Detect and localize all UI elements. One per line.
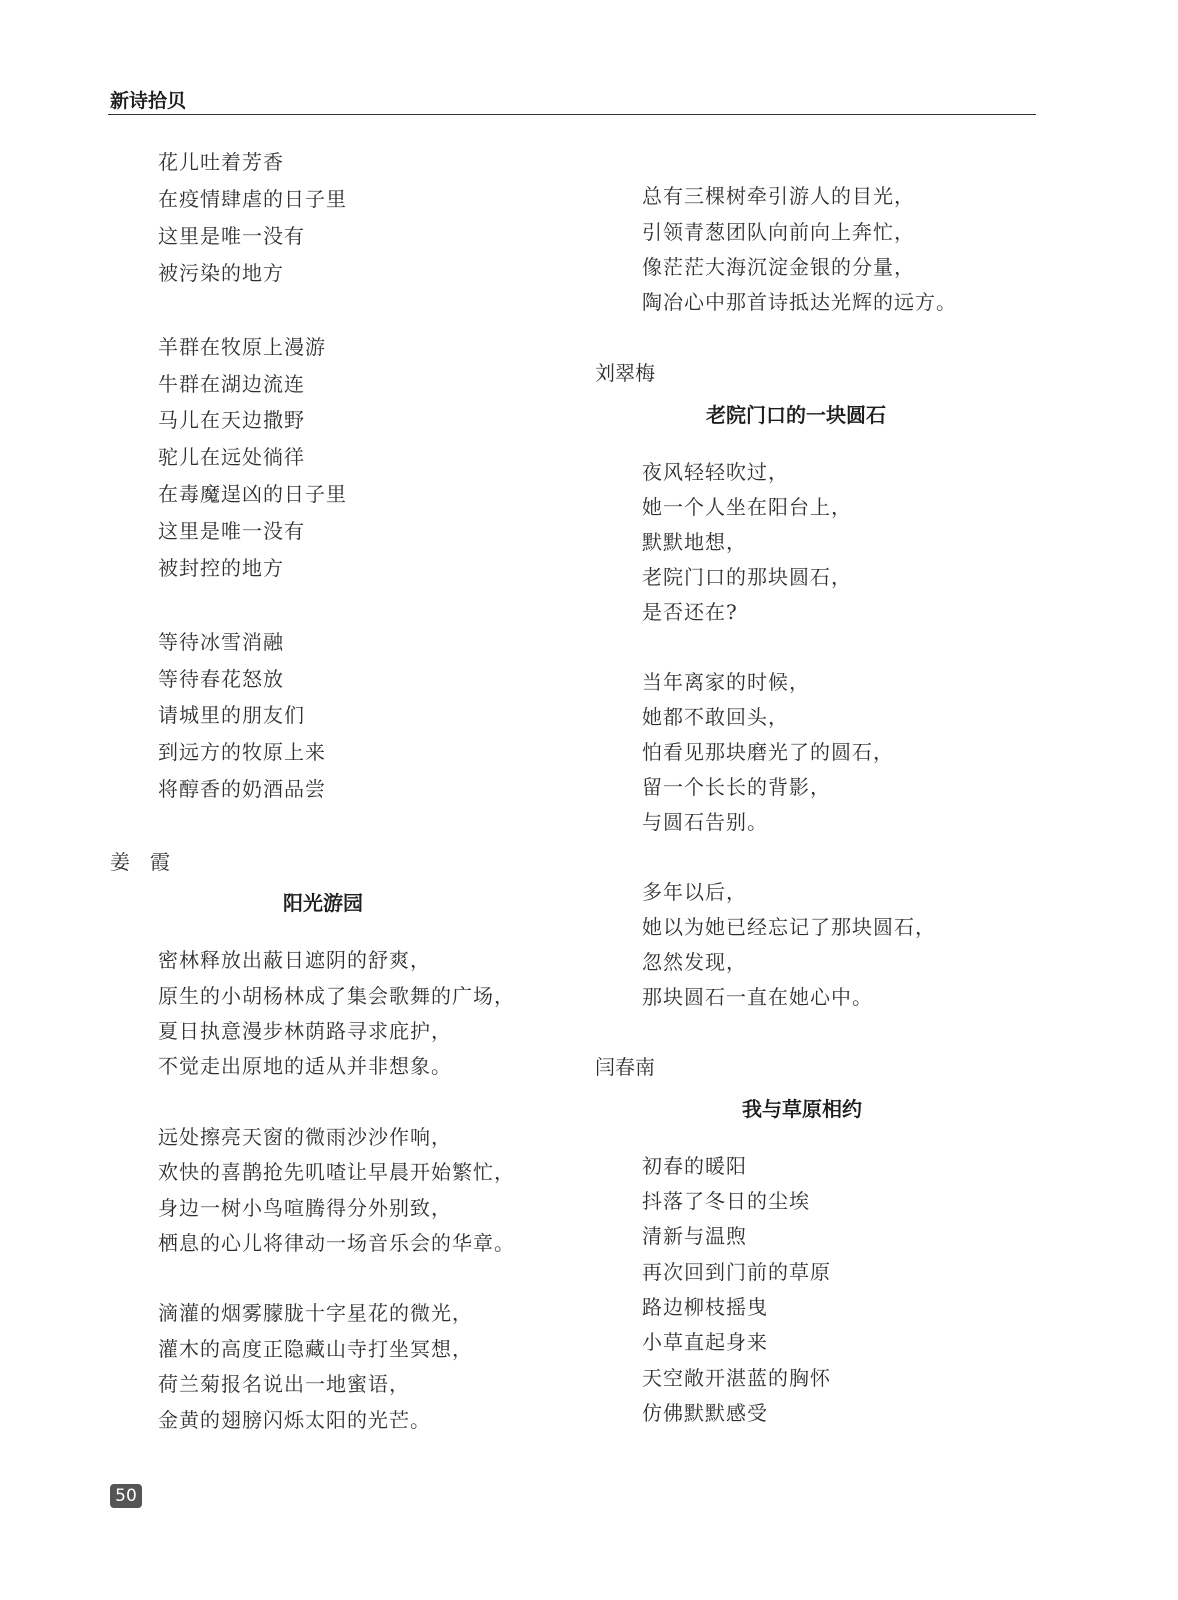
poem-line: 荷兰菊报名说出一地蜜语， — [158, 1372, 410, 1396]
poem-line: 她以为她已经忘记了那块圆石， — [642, 915, 936, 939]
poem-line: 再次回到门前的草原 — [642, 1260, 831, 1284]
poem-line: 不觉走出原地的适从并非想象。 — [158, 1054, 452, 1078]
poem-line: 身边一树小鸟喧腾得分外别致， — [158, 1196, 452, 1220]
poem-line: 她一个人坐在阳台上， — [642, 495, 852, 519]
poem-line: 栖息的心儿将律动一场音乐会的华章。 — [158, 1231, 515, 1255]
poem-line: 与圆石告别。 — [642, 810, 768, 834]
poem-line: 留一个长长的背影， — [642, 775, 831, 799]
poem-title: 阳光游园 — [283, 891, 363, 915]
poem-line: 忽然发现， — [642, 950, 747, 974]
poem-author: 闫春南 — [595, 1055, 655, 1079]
header-divider — [108, 114, 1036, 115]
poem-line: 到远方的牧原上来 — [158, 740, 326, 764]
poem-line: 老院门口的那块圆石， — [642, 565, 852, 589]
poem-line: 在疫情肆虐的日子里 — [158, 187, 347, 211]
poem-line: 夜风轻轻吹过， — [642, 460, 789, 484]
poem-line: 夏日执意漫步林荫路寻求庇护， — [158, 1019, 452, 1043]
poem-line: 她都不敢回头， — [642, 705, 789, 729]
poem-line: 等待冰雪消融 — [158, 630, 284, 654]
poem-line: 将醇香的奶酒品尝 — [158, 777, 326, 801]
poem-line: 金黄的翅膀闪烁太阳的光芒。 — [158, 1408, 431, 1432]
poem-line: 牛群在湖边流连 — [158, 372, 305, 396]
poem-line: 总有三棵树牵引游人的目光， — [642, 184, 915, 208]
poem-line: 路边柳枝摇曳 — [642, 1295, 768, 1319]
poem-line: 花儿吐着芳香 — [158, 150, 284, 174]
poem-line: 是否还在? — [642, 600, 738, 624]
poem-line: 马儿在天边撒野 — [158, 408, 305, 432]
poem-line: 被封控的地方 — [158, 556, 284, 580]
poem-line: 默默地想， — [642, 530, 747, 554]
poem-line: 仿佛默默感受 — [642, 1401, 768, 1425]
poem-author: 刘翠梅 — [595, 361, 655, 385]
poem-line: 陶冶心中那首诗抵达光辉的远方。 — [642, 290, 957, 314]
poem-line: 清新与温煦 — [642, 1224, 747, 1248]
section-title: 新诗拾贝 — [110, 90, 187, 112]
poem-title: 我与草原相约 — [742, 1097, 862, 1121]
poem-line: 羊群在牧原上漫游 — [158, 335, 326, 359]
page-number: 50 — [110, 1484, 142, 1508]
poem-line: 在毒魔逞凶的日子里 — [158, 482, 347, 506]
poem-line: 引领青葱团队向前向上奔忙， — [642, 220, 915, 244]
poem-line: 天空敞开湛蓝的胸怀 — [642, 1366, 831, 1390]
poem-line: 像茫茫大海沉淀金银的分量， — [642, 255, 915, 279]
poem-line: 怕看见那块磨光了的圆石， — [642, 740, 894, 764]
poem-author: 姜 霞 — [110, 850, 170, 874]
poem-line: 请城里的朋友们 — [158, 703, 305, 727]
poem-line: 密林释放出蔽日遮阴的舒爽， — [158, 948, 431, 972]
poem-line: 初春的暖阳 — [642, 1154, 747, 1178]
poem-line: 多年以后， — [642, 880, 747, 904]
poem-line: 那块圆石一直在她心中。 — [642, 985, 873, 1009]
poem-title: 老院门口的一块圆石 — [706, 403, 886, 427]
poem-line: 这里是唯一没有 — [158, 519, 305, 543]
poem-line: 抖落了冬日的尘埃 — [642, 1189, 810, 1213]
poem-line: 远处擦亮天窗的微雨沙沙作响， — [158, 1125, 452, 1149]
poem-line: 驼儿在远处徜徉 — [158, 445, 305, 469]
poem-line: 欢快的喜鹊抢先叽喳让早晨开始繁忙， — [158, 1160, 515, 1184]
poem-line: 等待春花怒放 — [158, 667, 284, 691]
poem-line: 当年离家的时候， — [642, 670, 810, 694]
poem-line: 原生的小胡杨林成了集会歌舞的广场， — [158, 984, 515, 1008]
poem-line: 被污染的地方 — [158, 261, 284, 285]
poem-line: 小草直起身来 — [642, 1330, 768, 1354]
poem-line: 灌木的高度正隐藏山寺打坐冥想， — [158, 1337, 473, 1361]
poem-line: 滴灌的烟雾朦胧十字星花的微光， — [158, 1301, 473, 1325]
poem-line: 这里是唯一没有 — [158, 224, 305, 248]
